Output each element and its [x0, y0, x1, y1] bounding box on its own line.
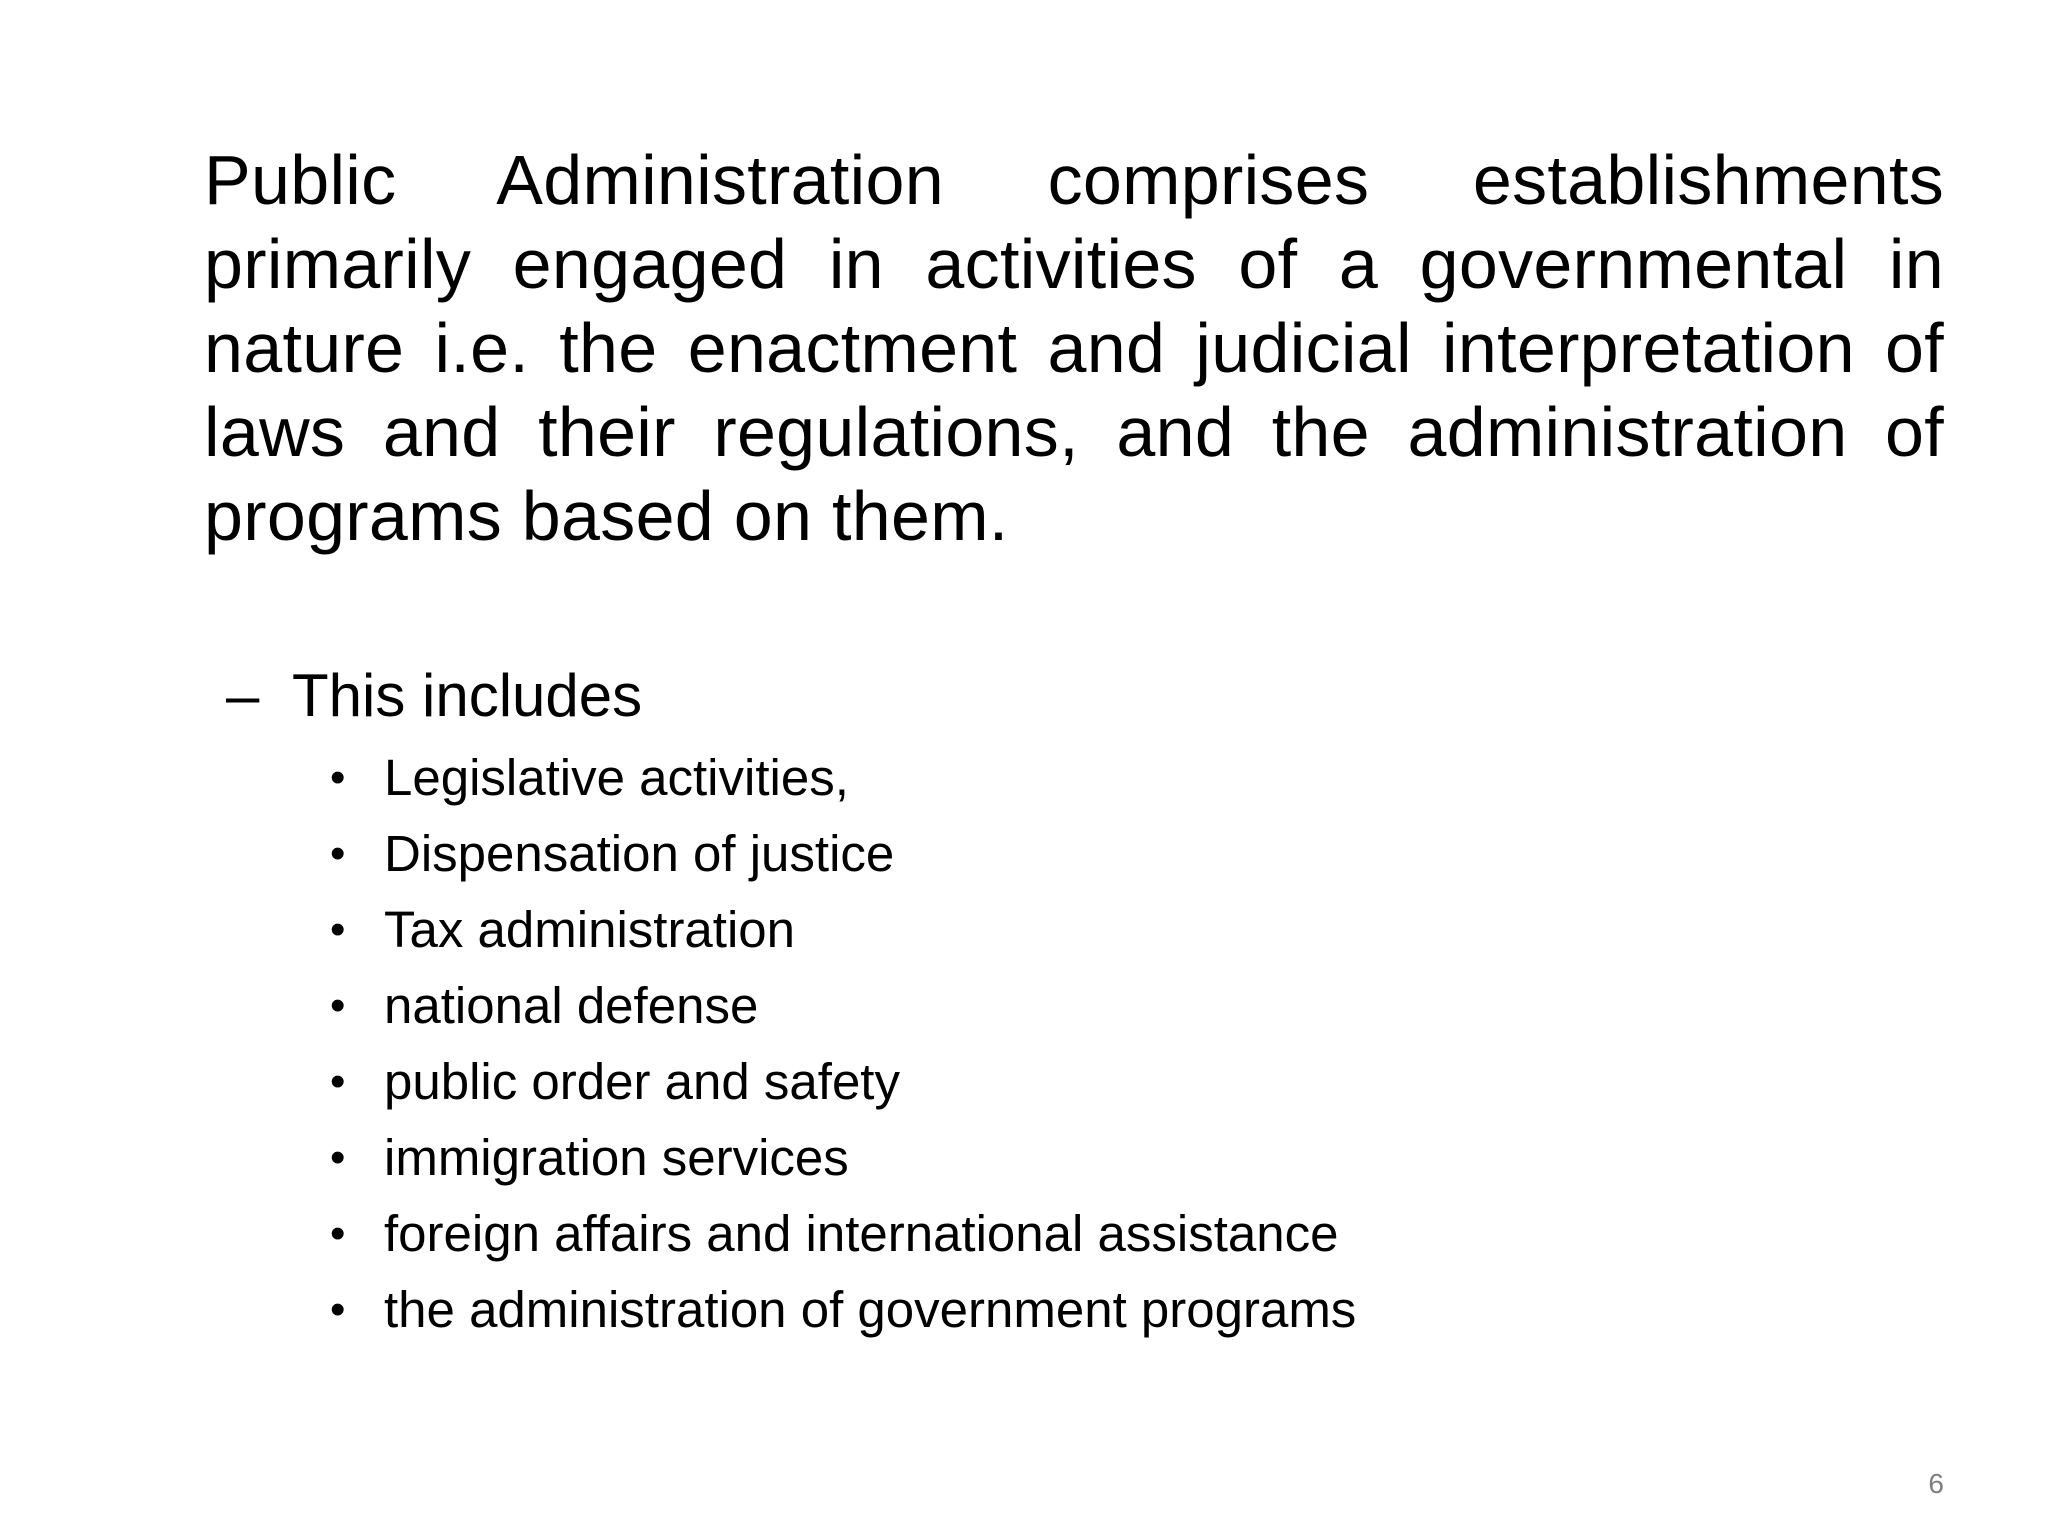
bullet-icon: •: [330, 1057, 346, 1106]
list-item: [330, 816, 1356, 892]
bullet-list: [330, 740, 1356, 1348]
list-item: [330, 740, 1356, 816]
list-item-text: national defense: [384, 977, 759, 1034]
bullet-icon: •: [330, 1133, 346, 1182]
list-item-text: Dispensation of justice: [384, 825, 895, 882]
list-item: [330, 968, 1356, 1044]
bullet-icon: •: [330, 981, 346, 1030]
list-item-text: public order and safety: [384, 1053, 900, 1110]
list-item: [330, 892, 1356, 968]
list-item-text: Legislative activities,: [384, 749, 849, 806]
bullet-icon: •: [330, 905, 346, 954]
list-item: [330, 1044, 1356, 1120]
list-item-text: the administration of government programs: [384, 1281, 1357, 1338]
dash-marker: –: [226, 662, 260, 729]
list-item-text: Tax administration: [384, 901, 796, 958]
subheading-text: This includes: [292, 662, 643, 729]
bullet-icon: •: [330, 1209, 346, 1258]
intro-paragraph: Public Administration comprises establishments primarily engaged in activities of a governmental in nature i.e. the enactment and judicial interpretation of laws and their regulations, and the administration of programs based on them.: [204, 141, 1944, 555]
subheading: [226, 656, 642, 736]
list-item: [330, 1120, 1356, 1196]
list-item-text: foreign affairs and international assistance: [384, 1205, 1339, 1262]
list-item: [330, 1272, 1356, 1348]
bullet-icon: •: [330, 829, 346, 878]
bullet-icon: •: [330, 1285, 346, 1334]
list-item-text: immigration services: [384, 1129, 849, 1186]
page-number: 6: [1928, 1468, 1944, 1499]
bullet-icon: •: [330, 753, 346, 802]
list-item: [330, 1196, 1356, 1272]
